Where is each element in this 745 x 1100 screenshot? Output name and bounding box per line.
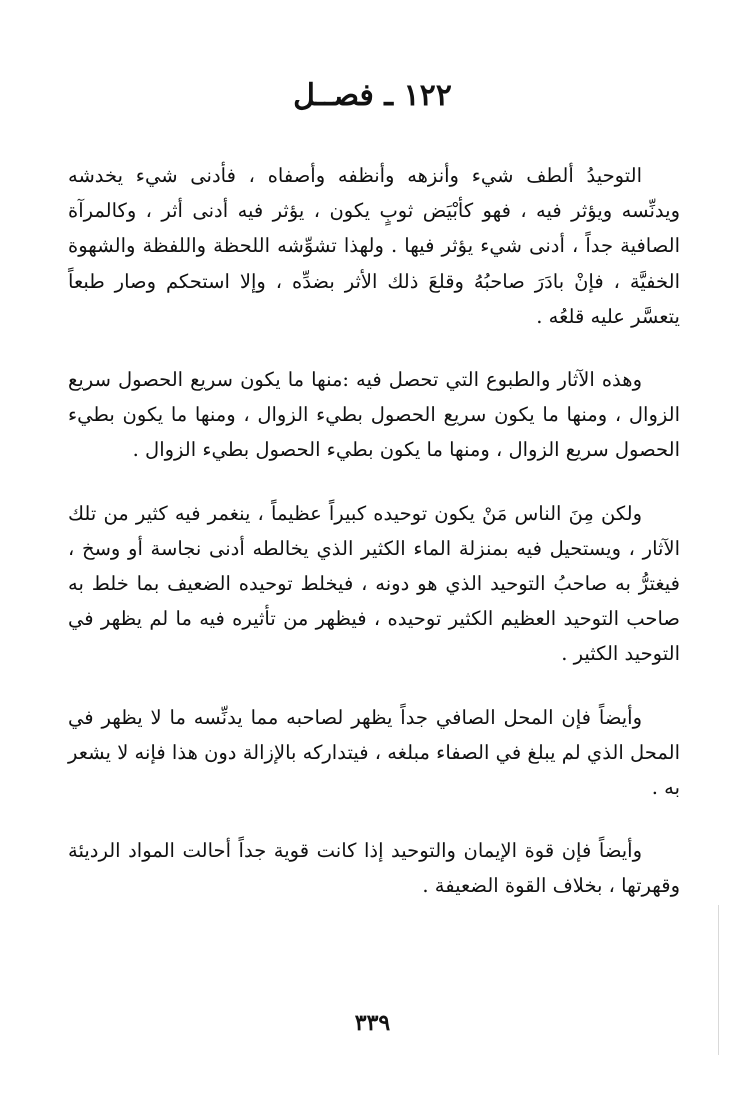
paragraph: التوحيدُ ألطف شيء وأنزهه وأنظفه وأصفاه ، فأدنى شيء يخدشه ويدنِّسه ويؤثر فيه ، فهو كأبْيَض ثوبٍ يكون ، يؤثر فيه أدنى أثر ، وكالمرآة الصافية جداً ، أدنى شيء يؤثر فيها . ولهذا تشوِّشه اللحظة واللفظة والشهوة الخفيَّة ، فإنْ بادَرَ صاحبُهُ وقلعَ ذلك الأثر بضدِّه ، وإلا استحكم وصار طبعاً يتعسَّر عليه قلعُه . xyxy=(68,164,680,328)
paragraph: وهذه الآثار والطبوع التي تحصل فيه :منها ما يكون سريع الحصول سريع الزوال ، ومنها ما يكون سريع الحصول بطيء الزوال ، ومنها ما يكون بطيء الحصول سريع الزوال ، ومنها ما يكون بطيء الحصول بطيء الزوال . xyxy=(68,368,680,462)
paragraph: وأيضاً فإن قوة الإيمان والتوحيد إذا كانت قوية جداً أحالت المواد الرديئة وقهرتها ، بخلاف القوة الضعيفة . xyxy=(68,839,680,898)
chapter-heading: ١٢٢ ـ فصــل xyxy=(293,78,452,113)
paragraph: وأيضاً فإن المحل الصافي جداً يظهر لصاحبه مما يدنِّسه ما لا يظهر في المحل الذي لم يبلغ في الصفاء مبلغه ، فيتداركه بالإزالة دون هذا فإنه لا يشعر به . xyxy=(68,705,680,800)
paragraph: ولكن مِنَ الناس مَنْ يكون توحيده كبيراً عظيماً ، ينغمر فيه كثير من تلك الآثار ، ويستحيل فيه بمنزلة الماء الكثير الذي يخالطه أدنى نجاسة أو وسخ ، فيغترُّ به صاحبُ التوحيد الذي هو دونه ، فيخلط توحيده الضعيف بما خلط به صاحب التوحيد العظيم الكثير توحيده ، فيظهر من تأثيره فيه ما لم يظهر في التوحيد الكثير . xyxy=(68,501,680,666)
page-number: ٣٣٩ xyxy=(354,1010,391,1036)
body-text xyxy=(68,158,680,932)
